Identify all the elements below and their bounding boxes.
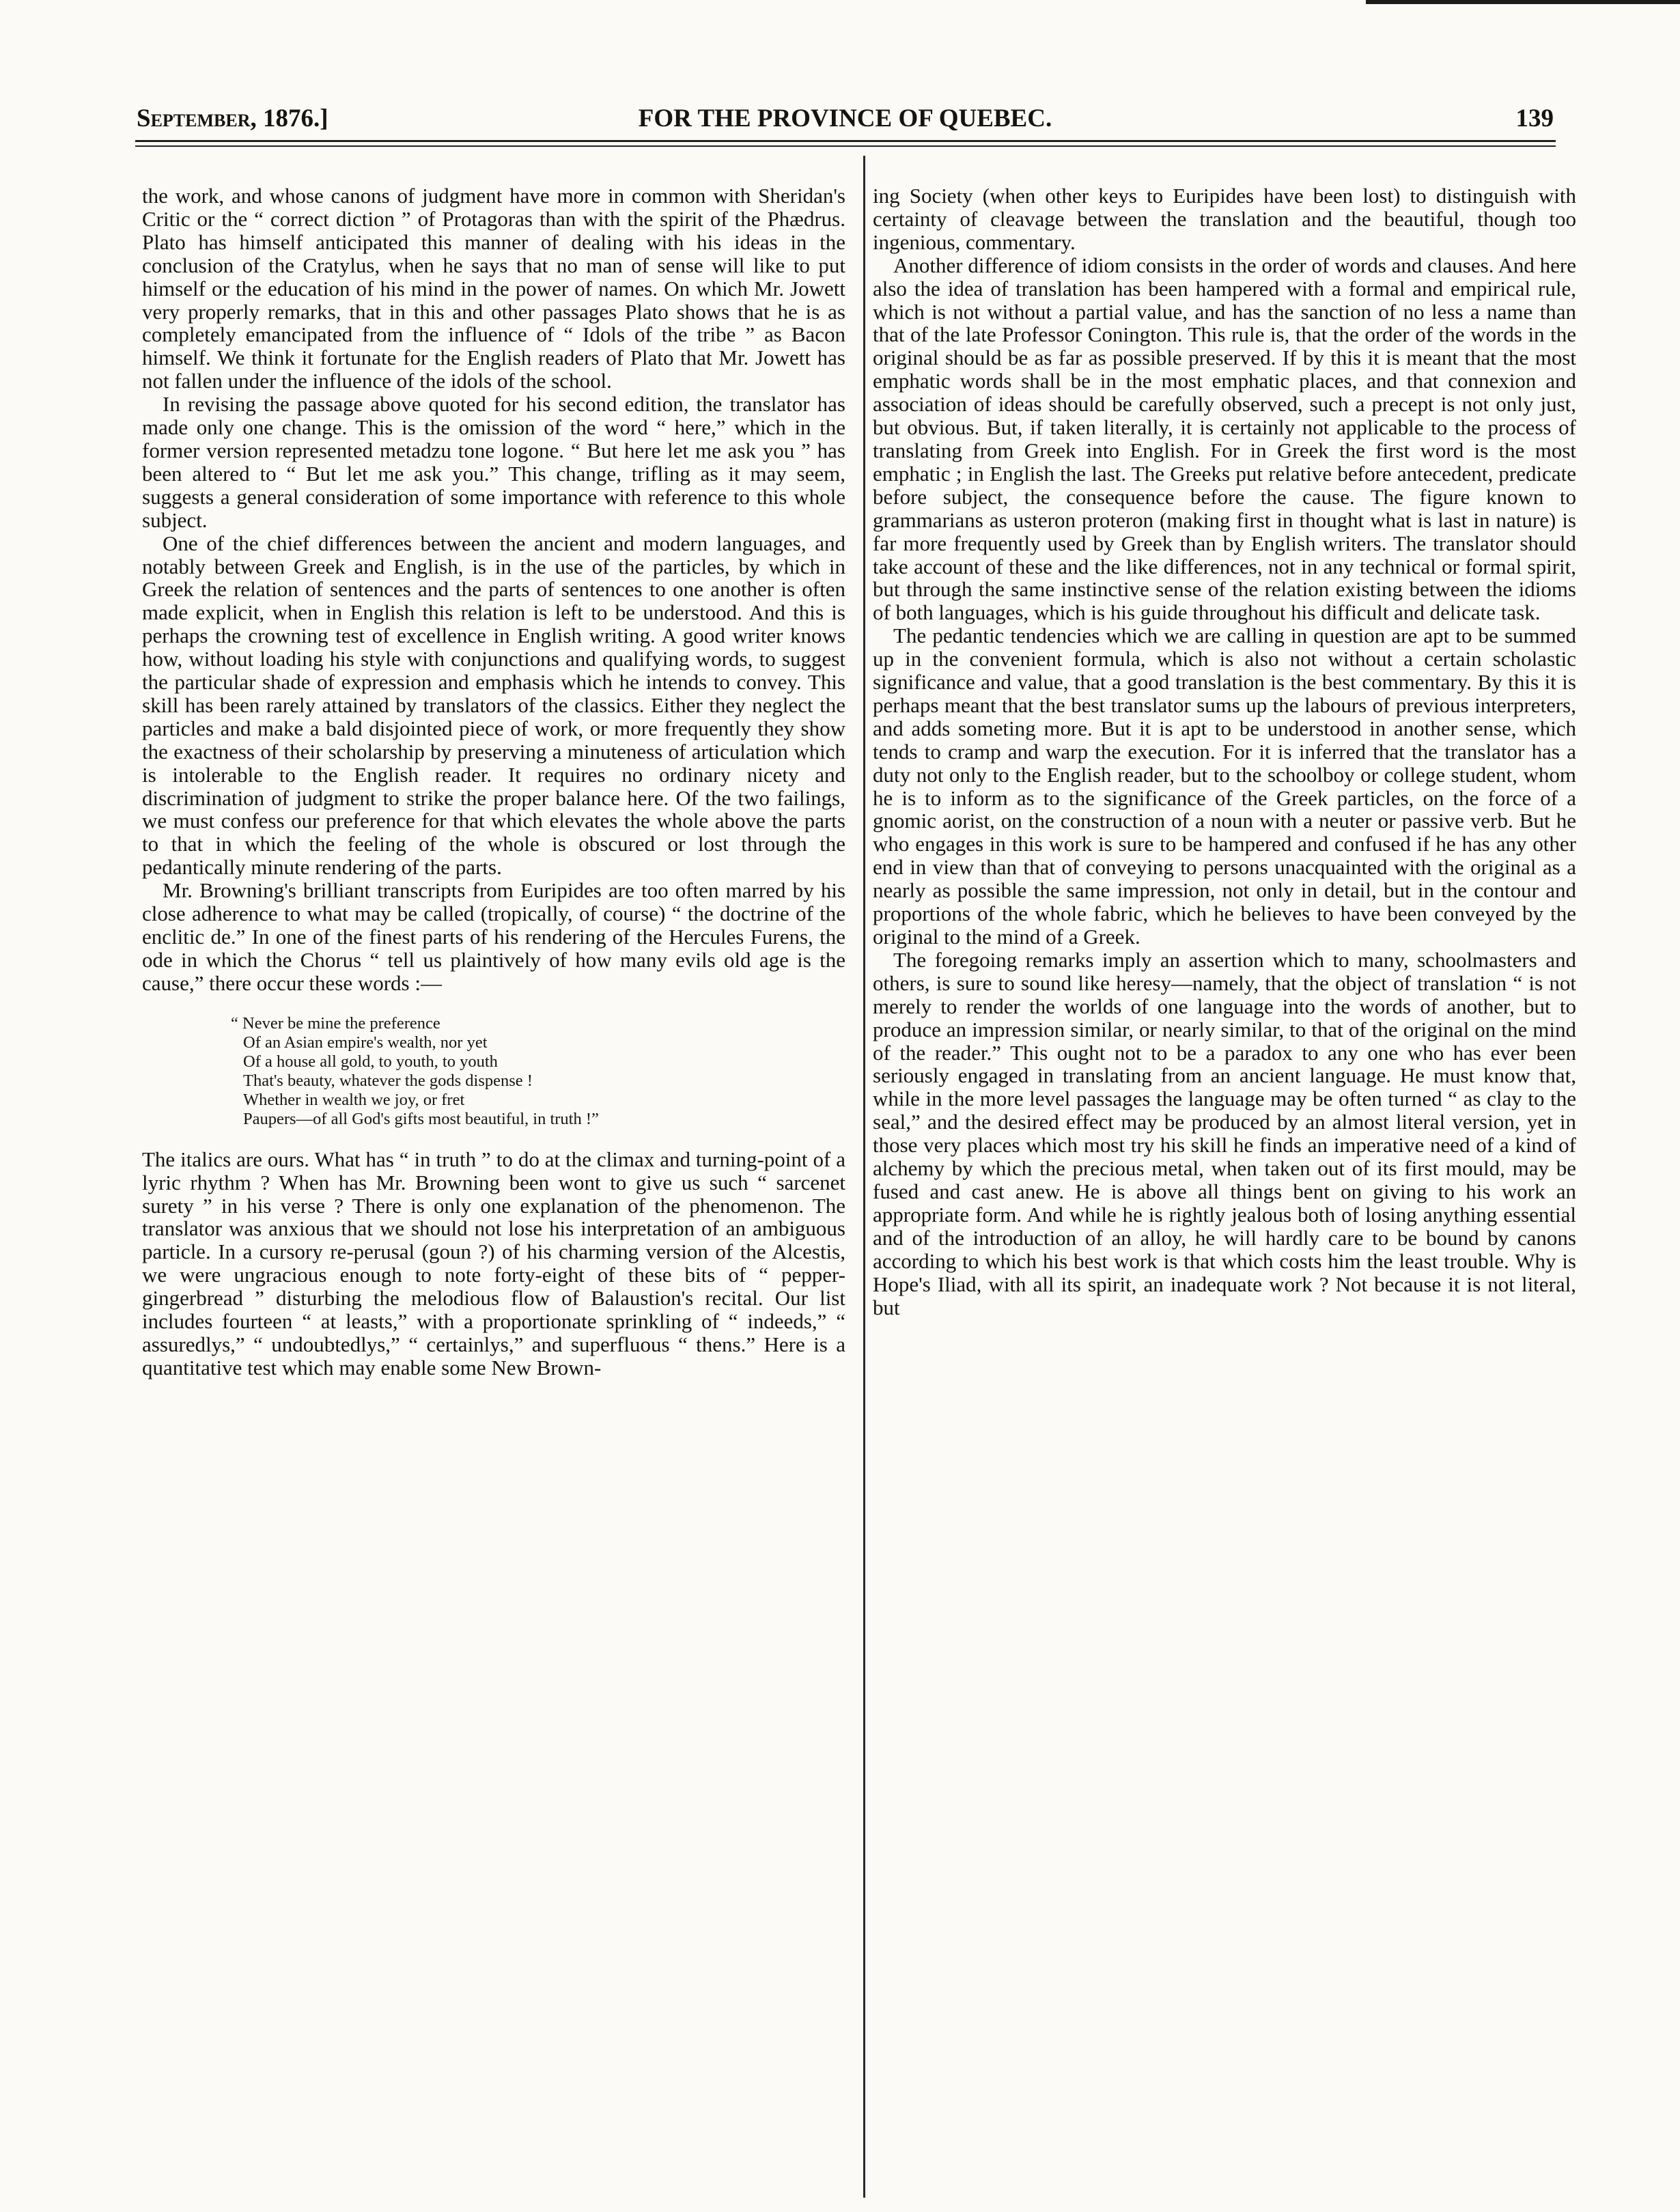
verse-line: “ Never be mine the preference: [231, 1013, 440, 1033]
page-number: 139: [1515, 104, 1554, 132]
left-column: [142, 184, 845, 1380]
header-date: September, 1876.]: [137, 104, 328, 132]
header-title: FOR THE PROVINCE OF QUEBEC.: [638, 104, 1052, 132]
verse-line: That's beauty, whatever the gods dispense !: [243, 1071, 533, 1090]
paragraph: Another difference of idiom consists in the order of words and clauses. And here also the idea of translation has been hampered with a formal and empirical rule, which is not without a partial value, and has the sanction of no less a name than that of the late Professor Conington. This rule is, that the order of the words in the original should be as far as possible preserved. If by this it is meant that the most emphatic words shall be in the most emphatic places, and that connexion and association of ideas should be carefully observed, such a precept is not only just, but obvious. But, if taken literally, it is certainly not applicable to the process of translating from Greek into English. For in Greek the first word is the most emphatic ; in English the last. The Greeks put relative before antecedent, predicate before subject, the consequence before the cause. The figure known to grammarians as usteron proteron (making first in thought what is last in nature) is far more frequently used by Greek than by English writers. The translator should take account of these and the like differences, not in any technical or formal spirit, but through the same instinctive sense of the relation existing between the idioms of both languages, which is his guide throughout his difficult and delicate task.: [873, 253, 1576, 625]
verse-line: Whether in wealth we joy, or fret: [243, 1090, 465, 1109]
paragraph: the work, and whose canons of judgment have more in common with Sheridan's Critic or the “ correct diction ” of Protagoras than with the spirit of the Phædrus. Plato has himself anticipated this manner of dealing with his ideas in the conclusion of the Cratylus, when he says that no man of sense will like to put himself or the education of his mind in the power of names. On which Mr. Jowett very properly remarks, that in this and other passages Plato shows that he is as completely emancipated from the influence of “ Idols of the tribe ” as Bacon himself. We think it fortunate for the English readers of Plato that Mr. Jowett has not fallen under the influence of the idols of the school.: [142, 184, 845, 393]
right-column: [873, 184, 1576, 1319]
paragraph: In revising the passage above quoted for his second edition, the translator has made only one change. This is the omission of the word “ here,” which in the former version represented metadzu tone logone. “ But here let me ask you ” has been altered to “ But let me ask you.” This change, trifling as it may seem, suggests a general consideration of some importance with reference to this whole subject.: [142, 392, 845, 532]
paragraph: ing Society (when other keys to Euripides have been lost) to distinguish with certainty of cleavage between the translation and the beautiful, though too ingenious, commentary.: [873, 184, 1576, 254]
verse-quotation: [231, 1014, 845, 1129]
paragraph: The italics are ours. What has “ in truth ” to do at the climax and turning-point of a lyric rhythm ? When has Mr. Browning been wont to give us such “ sarcenet surety ” in his verse ? There is only one explanation of the phenomenon. The translator was anxious that we should not lose his interpretation of an ambiguous particle. In a cursory re-perusal (goun ?) of his charming version of the Alcestis, we were ungracious enough to note forty-eight of these bits of “ pepper-gingerbread ” disturbing the melodious flow of Balaustion's recital. Our list includes fourteen “ at leasts,” with a proportionate sprinkling of “ indeeds,” “ assuredlys,” “ undoubtedlys,” “ certainlys,” and superfluous “ thens.” Here is a quantitative test which may enable some New Brown-: [142, 1147, 845, 1380]
column-divider: [863, 156, 865, 2198]
paragraph: One of the chief differences between the ancient and modern languages, and notably between Greek and English, is in the use of the particles, by which in Greek the relation of sentences and the parts of sentences to one another is often made explicit, when in English this relation is left to be understood. And this is perhaps the crowning test of excellence in English writing. A good writer knows how, without loading his style with conjunctions and qualifying words, to suggest the particular shade of expression and emphasis which he intends to convey. This skill has been rarely attained by translators of the classics. Either they neglect the particles and make a bald disjointed piece of work, or more frequently they show the exactness of their scholarship by preserving a minuteness of articulation which is intolerable to the English reader. It requires no ordinary nicety and discrimination of judgment to strike the proper balance here. Of the two failings, we must confess our preference for that which elevates the whole above the parts to that in which the feeling of the whole is obscured or lost through the pedantically minute rendering of the parts.: [142, 531, 845, 880]
paragraph: The pedantic tendencies which we are calling in question are apt to be summed up in the convenient formula, which is also not without a certain scholastic significance and value, that a good translation is the best commentary. By this it is perhaps meant that the best translator sums up the labours of previous interpreters, and adds someting more. But it is apt to be understood in another sense, which tends to cramp and warp the execution. For it is inferred that the translator has a duty not only to the English reader, but to the schoolboy or college student, whom he is to inform as to the significance of the Greek particles, on the force of a gnomic aorist, on the construction of a noun with a neuter or passive verb. But he who engages in this work is sure to be hampered and confused if he has any other end in view than that of conveying to persons unacquainted with the original as a nearly as possible the same impression, not only in detail, but in the contour and proportions of the whole fabric, which he believes to have been conveyed by the original to the mind of a Greek.: [873, 624, 1576, 949]
header-rule: [135, 140, 1556, 142]
header-rule-double: [135, 145, 1556, 147]
verse-line: Paupers—of all God's gifts most beautiful, in truth !”: [243, 1109, 599, 1128]
running-header: [137, 104, 1554, 134]
verse-line: Of an Asian empire's wealth, nor yet: [243, 1033, 488, 1052]
paragraph: The foregoing remarks imply an assertion which to many, schoolmasters and others, is sure to sound like heresy—namely, that the object of translation “ is not merely to render the worlds of one language into the words of another, but to produce an impression similar, or nearly similar, to that of the original on the mind of the reader.” This ought not to be a paradox to any one who has ever been seriously engaged in translating from an ancient language. He must know that, while in the more level passages the language may be often turned “ as clay to the seal,” and the desired effect may be produced by an almost literal version, yet in those very places which most try his skill he finds an imperative need of a kind of alchemy by which the precious metal, when taken out of its first mould, may be fused and cast anew. He is above all things bent on giving to his work an appropriate form. And while he is rightly jealous both of losing anything essential and of the introduction of an alloy, he will hardly care to be bound by canons according to which his best work is that which costs him the least trouble. Why is Hope's Iliad, with all its spirit, an inadequate work ? Not because it is not literal, but: [873, 947, 1576, 1319]
paragraph: Mr. Browning's brilliant transcripts from Euripides are too often marred by his close adherence to what may be called (tropically, of course) “ the doctrine of the enclitic de.” In one of the finest parts of his rendering of the Hercules Furens, the ode in which the Chorus “ tell us plaintively of how many evils old age is the cause,” there occur these words :—: [142, 878, 845, 995]
top-edge-mark: [1366, 0, 1680, 4]
verse-line: Of a house all gold, to youth, to youth: [243, 1052, 498, 1071]
